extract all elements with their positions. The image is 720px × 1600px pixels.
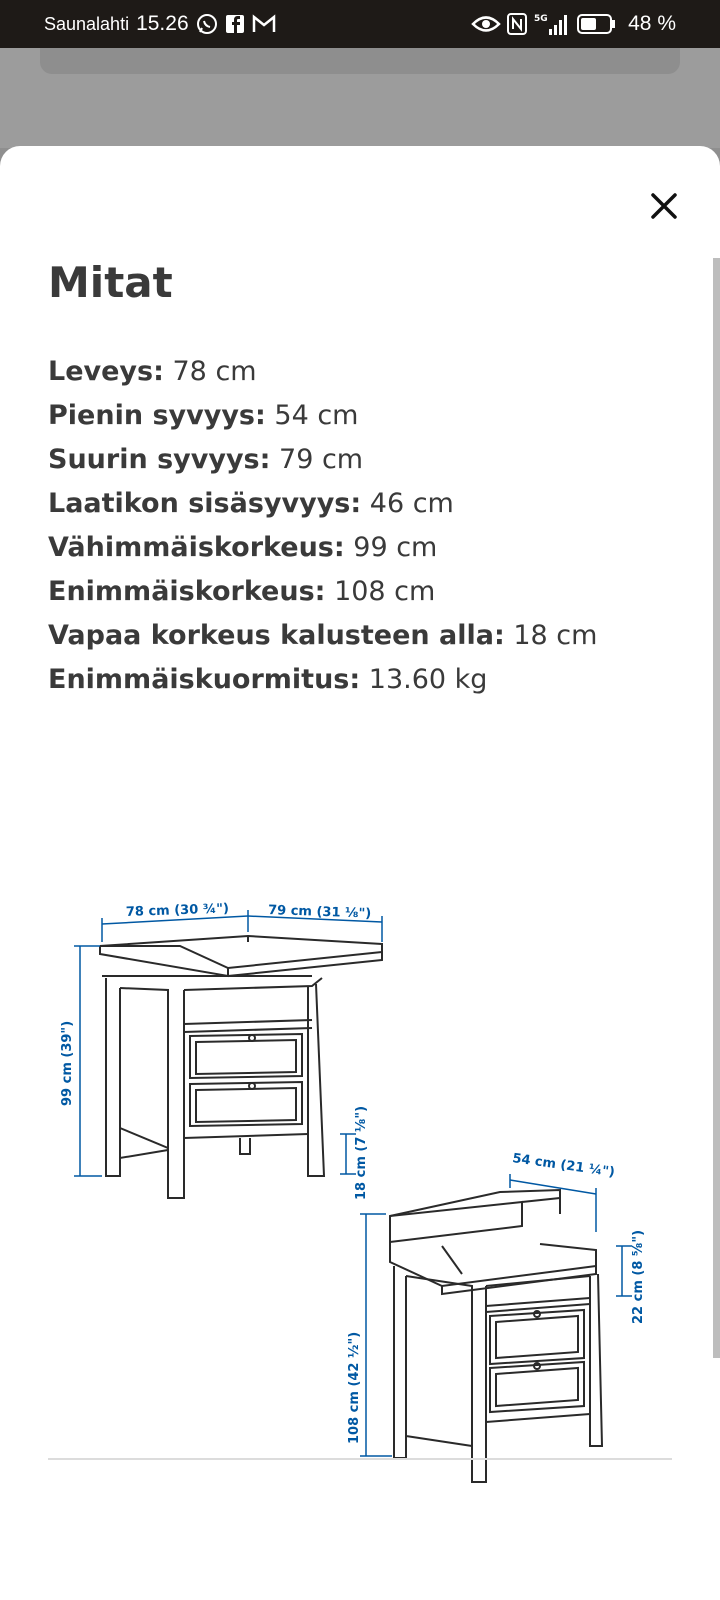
dimension-drawer-depth (48, 482, 597, 526)
dimension-label: Enimmäiskorkeus: (48, 576, 326, 607)
battery-percentage: 48 % (628, 12, 676, 35)
dimensions-sheet (0, 146, 720, 1600)
status-bar (0, 0, 720, 48)
eye-icon (472, 15, 500, 33)
label-min-height: 99 cm (39") (60, 1020, 75, 1106)
dimension-value: 54 cm (274, 400, 359, 431)
facebook-icon (225, 14, 245, 34)
close-icon (650, 192, 678, 220)
whatsapp-icon (196, 13, 218, 35)
label-width: 78 cm (30 ¾") (125, 901, 230, 920)
dimension-value: 46 cm (369, 488, 454, 519)
dimension-label: Enimmäiskuormitus: (48, 664, 361, 695)
sheet-title: Mitat (48, 258, 173, 307)
dimension-label: Laatikon sisäsyvyys: (48, 488, 362, 519)
dimension-label: Pienin syvyys: (48, 400, 266, 431)
gmail-icon (252, 14, 276, 34)
label-clearance: 18 cm (7 ⅛") (354, 1105, 369, 1200)
background-bar (40, 48, 680, 74)
battery-icon (577, 13, 617, 35)
dimensions-list (48, 350, 597, 702)
changing-table-drawing-open (390, 1190, 602, 1482)
dimension-labels (60, 901, 646, 1444)
changing-table-drawing-folded (100, 936, 382, 1198)
dimension-width (48, 350, 597, 394)
nfc-icon (507, 13, 527, 35)
label-max-depth: 79 cm (31 ⅛") (267, 903, 372, 922)
dimension-value: 13.60 kg (368, 664, 488, 695)
dimension-value: 79 cm (279, 444, 364, 475)
background-page (0, 48, 720, 148)
dimension-value: 18 cm (513, 620, 598, 651)
dimension-min-depth (48, 394, 597, 438)
label-max-height: 108 cm (42 ½") (347, 1331, 362, 1444)
dimension-max-height (48, 570, 597, 614)
dimension-clearance (48, 614, 597, 658)
dimension-value: 99 cm (353, 532, 438, 563)
dimension-max-depth (48, 438, 597, 482)
label-rail-height: 22 cm (8 ⅝") (631, 1229, 646, 1324)
dimension-min-height (48, 526, 597, 570)
label-min-depth: 54 cm (21 ¼") (511, 1151, 616, 1181)
dimension-max-load (48, 658, 597, 702)
clock: 15.26 (136, 12, 189, 35)
dimension-diagram (40, 746, 680, 1444)
dimension-value: 108 cm (334, 576, 436, 607)
carrier-name: Saunalahti (44, 13, 130, 34)
signal-icon (534, 12, 570, 36)
close-button[interactable] (640, 182, 688, 230)
dimension-label: Vähimmäiskorkeus: (48, 532, 345, 563)
section-divider (48, 1458, 672, 1460)
dimension-label: Vapaa korkeus kalusteen alla: (48, 620, 505, 651)
status-bar-left (44, 12, 276, 36)
status-bar-right (472, 12, 676, 36)
scrollbar[interactable] (713, 258, 720, 1358)
dimension-label: Leveys: (48, 356, 164, 387)
dimension-value: 78 cm (172, 356, 257, 387)
dimension-label: Suurin syvyys: (48, 444, 271, 475)
network-type: 5G (534, 14, 548, 24)
